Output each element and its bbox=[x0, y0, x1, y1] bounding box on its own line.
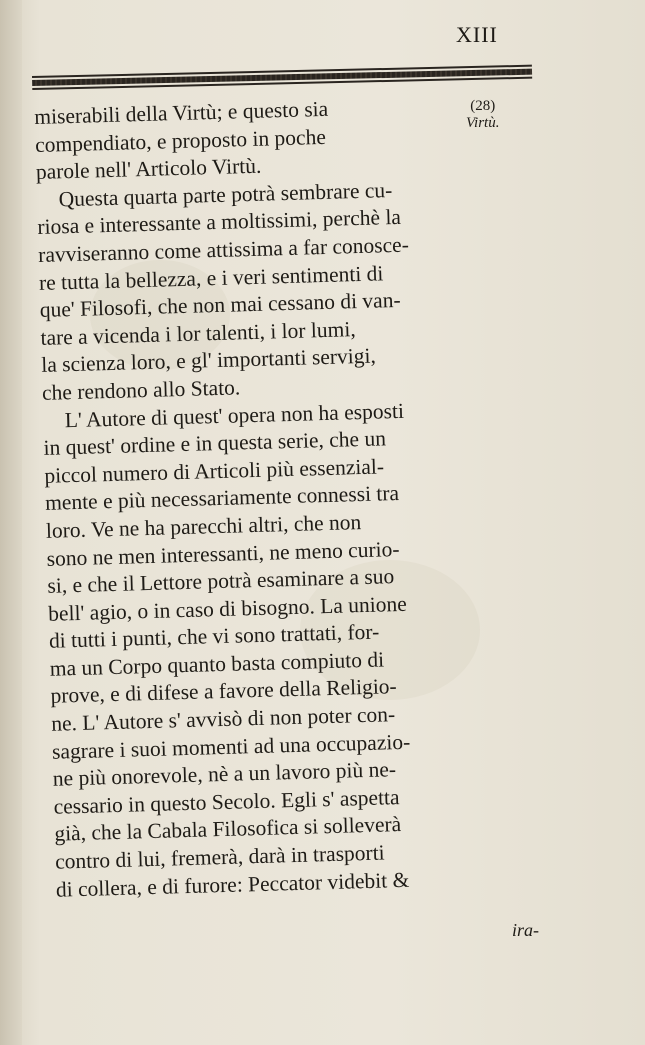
text-line: tare a vicenda i lor talenti, i lor lumi, bbox=[40, 316, 356, 350]
text-line: cessario in questo Secolo. Egli s' aspetta bbox=[53, 784, 400, 819]
text-line: ne. L' Autore s' avvisò di non poter con- bbox=[50, 702, 396, 736]
text-line: di collera, e di furore: Peccator videbit & bbox=[55, 867, 410, 902]
text-line: L' Autore di quest' opera non ha esposti bbox=[64, 398, 405, 432]
text-line: ma un Corpo quanto basta compiuto di bbox=[49, 647, 385, 681]
text-line: piccol numero di Articoli più essenzial- bbox=[44, 454, 385, 488]
text-line: che rendono allo Stato. bbox=[41, 375, 241, 405]
text-line: in quest' ordine e in questa serie, che un bbox=[43, 426, 387, 460]
margin-note-number: (28) bbox=[470, 98, 496, 114]
text-line: sagrare i suoi momenti ad una occupazio- bbox=[51, 729, 411, 764]
body-text bbox=[34, 88, 616, 904]
text-line: si, e che il Lettore potrà esaminare a suo bbox=[47, 564, 395, 598]
text-line: riosa e interessante a moltissimi, perchè la bbox=[37, 205, 402, 240]
header-rule bbox=[32, 65, 532, 90]
text-line: parole nell' Articolo Virtù. bbox=[35, 153, 262, 185]
text-line: contro di lui, fremerà, darà in trasporti bbox=[54, 840, 385, 874]
text-line: prove, e di difese a favore della Religio- bbox=[50, 674, 397, 709]
text-line: loro. Ve ne ha parecchi altri, che non bbox=[45, 509, 362, 543]
text-line: ne più onorevole, nè a un lavoro più ne- bbox=[52, 757, 397, 791]
text-line: re tutta la bellezza, e i veri sentimenti di bbox=[38, 260, 384, 295]
text-line: compendiato, e proposto in poche bbox=[34, 124, 327, 157]
text-line: bell' agio, o in caso di bisogno. La unione bbox=[47, 591, 407, 626]
text-line: già, che la Cabala Filosofica si solleverà bbox=[54, 812, 402, 847]
text-line: sono ne men interessanti, ne meno curio- bbox=[46, 536, 400, 571]
page-number: XIII bbox=[456, 22, 498, 47]
page-gutter bbox=[0, 0, 22, 1045]
text-line: que' Filosofi, che non mai cessano di van- bbox=[39, 288, 401, 323]
text-line: miserabili della Virtù; e questo sia bbox=[34, 96, 329, 129]
text-line: di tutti i punti, che vi sono trattati, for- bbox=[48, 619, 380, 654]
text-line: la scienza loro, e gl' importanti servigi, bbox=[40, 343, 377, 378]
text-line: Questa quarta parte potrà sembrare cu- bbox=[58, 177, 393, 212]
catchword: ira- bbox=[512, 920, 539, 940]
text-line: mente e più necessariamente connessi tra bbox=[44, 481, 400, 516]
margin-note-word: Virtù. bbox=[466, 115, 500, 131]
text-line: ravviseranno come attissima a far conosce- bbox=[37, 232, 410, 267]
